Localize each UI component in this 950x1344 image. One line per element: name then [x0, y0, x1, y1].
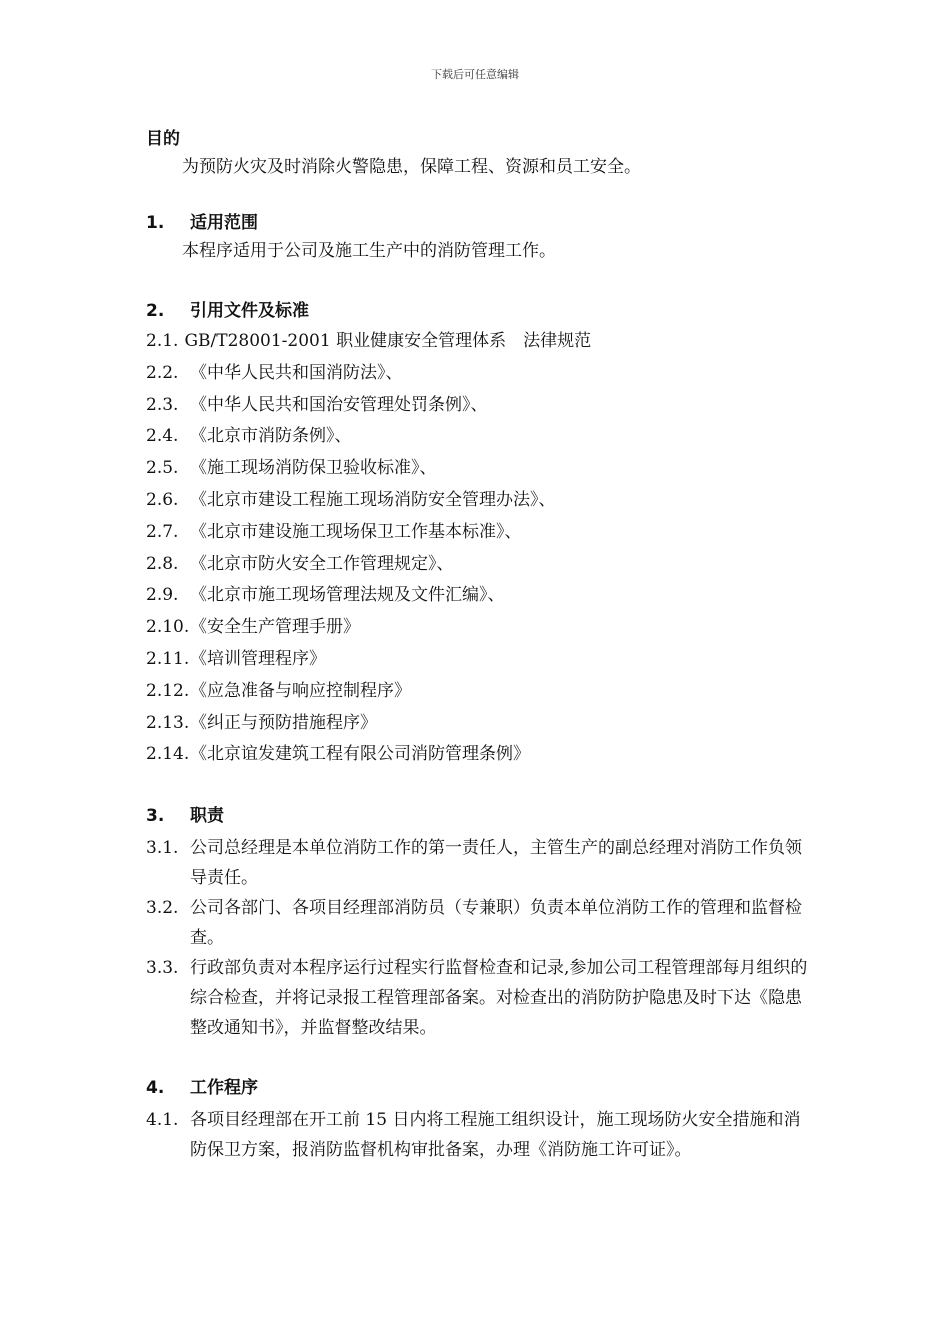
list-item-number: 2.7. — [146, 521, 179, 542]
list-item-text: 《应急准备与响应控制程序》 — [190, 680, 411, 701]
section-2-title: 引用文件及标准 — [190, 301, 309, 321]
list-item-text: 《北京市消防条例》、 — [190, 426, 352, 447]
list-item — [146, 358, 810, 390]
document-body — [146, 126, 810, 1165]
list-item — [146, 549, 810, 581]
list-item-text: 《中华人民共和国治安管理处罚条例》、 — [190, 394, 488, 415]
list-item-text: GB/T28001-2001 职业健康安全管理体系 法律规范 — [184, 331, 592, 351]
list-item-text: 公司总经理是本单位消防工作的第一责任人，主管生产的副总经理对消防工作负领导责任。 — [190, 838, 802, 889]
list-item-number: 2.4. — [146, 426, 179, 447]
section-3-number: 3. — [146, 806, 165, 827]
list-item-text: 《培训管理程序》 — [190, 648, 326, 669]
list-item — [146, 421, 810, 453]
list-item — [146, 517, 810, 549]
section-4-heading — [146, 1075, 810, 1101]
section-2-number: 2. — [146, 301, 165, 321]
list-item-number: 2.10. — [146, 617, 190, 638]
section-3-heading — [146, 803, 810, 829]
list-item — [146, 612, 810, 644]
section-1-title: 适用范围 — [190, 213, 258, 233]
list-item-number: 4.1. — [146, 1110, 179, 1131]
list-item-number: 2.2. — [146, 362, 179, 383]
list-item-number: 2.9. — [146, 585, 179, 606]
purpose-heading: 目的 — [146, 129, 180, 149]
purpose-text: 为预防火灾及时消除火警隐患，保障工程、资源和员工安全。 — [182, 157, 641, 177]
list-item — [146, 1105, 810, 1165]
list-item — [146, 739, 810, 771]
list-item — [146, 644, 810, 676]
list-item-text: 各项目经理部在开工前 15 日内将工程施工组织设计，施工现场防火安全措施和消防保卫方案，报消防监督机构审批备案，办理《消防施工许可证》。 — [190, 1110, 801, 1161]
section-1-number: 1. — [146, 213, 165, 233]
reference-list — [146, 326, 810, 771]
list-item — [146, 833, 810, 893]
section-1-heading — [146, 210, 810, 236]
section-2-heading — [146, 298, 810, 324]
list-item-text: 《纠正与预防措施程序》 — [190, 712, 377, 733]
list-item-number: 2.13. — [146, 712, 190, 733]
list-item — [146, 390, 810, 422]
list-item — [146, 953, 810, 1043]
list-item-text: 《安全生产管理手册》 — [190, 617, 360, 638]
list-item-number: 3.1. — [146, 838, 179, 859]
section-4-title: 工作程序 — [190, 1078, 258, 1099]
list-item-text: 《中华人民共和国消防法》、 — [190, 362, 403, 383]
list-item-text: 公司各部门、各项目经理部消防员（专兼职）负责本单位消防工作的管理和监督检查。 — [190, 898, 802, 949]
list-item-number: 2.1. — [146, 331, 179, 351]
section-1-text: 本程序适用于公司及施工生产中的消防管理工作。 — [182, 241, 556, 261]
list-item-number: 3.2. — [146, 898, 179, 919]
list-item-number: 2.8. — [146, 553, 179, 574]
list-item — [146, 326, 810, 358]
list-item-text: 《北京市防火安全工作管理规定》、 — [190, 553, 454, 574]
list-item — [146, 453, 810, 485]
list-item — [146, 893, 810, 953]
list-item — [146, 485, 810, 517]
list-item-number: 2.12. — [146, 680, 190, 701]
list-item-text: 《北京谊发建筑工程有限公司消防管理条例》 — [190, 744, 530, 765]
list-item — [146, 676, 810, 708]
list-item-number: 2.5. — [146, 458, 179, 479]
list-item-text: 《北京市建设施工现场保卫工作基本标准》、 — [190, 521, 522, 542]
list-item — [146, 580, 810, 612]
list-item-number: 2.3. — [146, 394, 179, 415]
list-item-number: 2.14. — [146, 744, 190, 765]
list-item-number: 2.11. — [146, 648, 190, 669]
list-item-text: 行政部负责对本程序运行过程实行监督检查和记录,参加公司工程管理部每月组织的综合检查，并将记录报工程管理部备案。对检查出的消防防护隐患及时下达《隐患整改通知书》，并监督整改结果。 — [190, 958, 808, 1039]
list-item — [146, 708, 810, 740]
section-3-title: 职责 — [190, 806, 224, 827]
list-item-text: 《施工现场消防保卫验收标准》、 — [190, 458, 437, 479]
section-4-number: 4. — [146, 1078, 165, 1099]
page-header: 下载后可任意编辑 — [431, 68, 519, 81]
list-item-text: 《北京市施工现场管理法规及文件汇编》、 — [190, 585, 505, 606]
list-item-number: 3.3. — [146, 958, 179, 979]
list-item-text: 《北京市建设工程施工现场消防安全管理办法》、 — [190, 489, 556, 510]
list-item-number: 2.6. — [146, 489, 179, 510]
